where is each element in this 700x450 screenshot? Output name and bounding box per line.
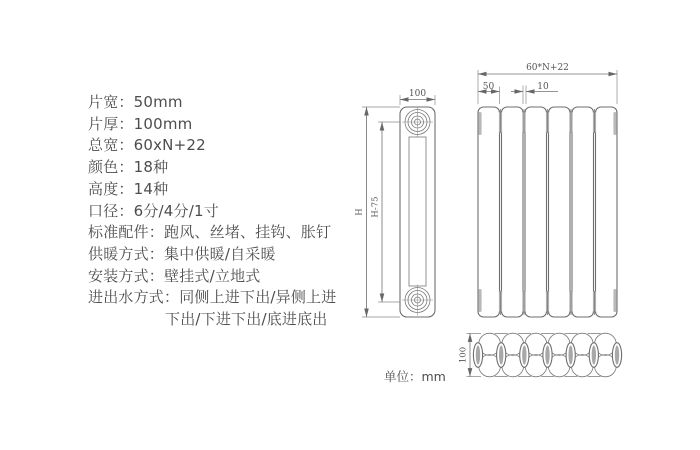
front-column-2 <box>502 107 524 317</box>
top-depth-dim-label: 100 <box>458 346 469 364</box>
spec-label: 颜色： <box>88 158 134 177</box>
spec-value: 14种 <box>133 179 169 198</box>
spec-value: 100mm <box>133 114 193 133</box>
spec-label: 总宽： <box>88 136 134 155</box>
spec-value: 跑风、丝堵、挂钩、胀钉 <box>164 223 332 242</box>
top-view-connectors <box>473 343 621 368</box>
spec-value: 集中供暖/自采暖 <box>164 244 276 263</box>
top-view-drawing <box>459 333 622 377</box>
spec-label: 口径： <box>88 201 134 220</box>
unit-note: 单位：mm <box>384 369 446 384</box>
spec-label: 安装方式： <box>88 266 165 285</box>
spec-label: 片宽： <box>88 93 134 111</box>
front-column-3 <box>525 107 547 317</box>
front-total-dim-label: 60*N+22 <box>526 63 569 73</box>
spec-value: 50mm <box>133 93 183 111</box>
spec-value: 同侧上进下出/异侧上进 <box>179 288 337 307</box>
side-view-drawing <box>355 89 436 317</box>
front-10-dim-label: 10 <box>537 82 549 92</box>
spec-label: 供暖方式： <box>88 244 165 263</box>
front-view-drawing <box>478 63 617 317</box>
spec-value: 壁挂式/立地式 <box>164 266 261 285</box>
spec-label: 标准配件： <box>88 223 165 242</box>
height-extension-lines <box>362 107 400 317</box>
spec-label: 片厚： <box>88 114 134 133</box>
front-10-extension-lines <box>523 86 526 105</box>
spec-label: 进出水方式： <box>88 288 180 307</box>
front-column-1 <box>478 107 500 317</box>
spec-value: 60xN+22 <box>133 136 206 155</box>
front-50-dim-label: 50 <box>482 82 495 92</box>
height-dim-label: H <box>354 208 365 216</box>
front-column-4 <box>549 107 571 317</box>
spec-value: 18种 <box>133 158 169 177</box>
front-column-6 <box>596 107 618 317</box>
spec-value: 下出/下进下出/底进底出 <box>165 310 328 329</box>
pitch-extension-lines <box>378 122 400 302</box>
front-column-5 <box>572 107 594 317</box>
spec-label: 高度： <box>88 179 134 198</box>
spec-value: 6分/4分/1寸 <box>133 201 219 220</box>
side-width-dim-label: 100 <box>408 89 427 99</box>
pitch-dim-label: H-75 <box>370 196 381 218</box>
